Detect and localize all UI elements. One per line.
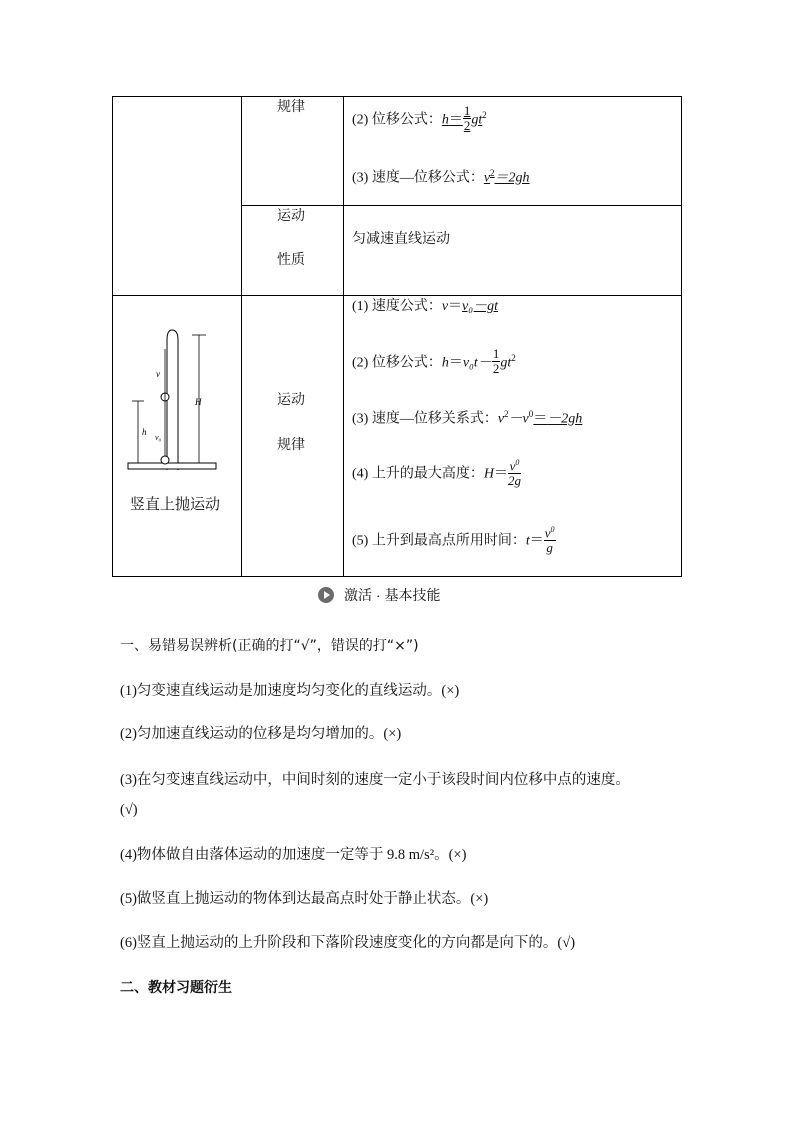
list-item-3-answer: (√) [120, 802, 138, 818]
svg-text:v₀: v₀ [155, 433, 162, 442]
row3-f4: (4) 上升的最大高度：H＝ $\frac{v^0}{2g}$ [352, 458, 521, 489]
row2-category-line1: 运动 [277, 209, 305, 224]
list-item-6: (6)竖直上抛运动的上升阶段和下落阶段速度变化的方向都是向下的。(√) [120, 935, 576, 951]
list-item-3: (3)在匀变速直线运动中，中间时刻的速度一定小于该段时间内位移中点的速度。 [120, 772, 630, 788]
skills-header [317, 585, 440, 605]
row3-f1: (1) 速度公式：v＝v₀－gt [352, 299, 499, 314]
skills-header-text: 激活 · 基本技能 [344, 587, 441, 603]
list-item-5: (5)做竖直上抛运动的物体到达最高点时处于静止状态。(×) [120, 891, 489, 907]
list-item-1: (1)匀变速直线运动是加速度均匀变化的直线运动。(×) [120, 683, 460, 699]
row3-f5: (5) 上升到最高点所用时间：t＝ $\frac{v^0}{g}$ [352, 525, 555, 556]
svg-text:H: H [195, 397, 202, 407]
row2-content: 匀减速直线运动 [352, 232, 450, 247]
diagram-caption: 竖直上抛运动 [130, 497, 221, 513]
svg-text:h: h [142, 427, 147, 437]
row3-category-line1: 运动 [277, 393, 305, 408]
row3-f2: (2) 位移公式：h＝v₀t－ $\frac{1}{2}$ $gt^2$ [352, 346, 516, 376]
svg-text:v: v [156, 369, 160, 379]
row1-formula-displacement: (2) 位移公式：h＝ $\frac{1}{2}$ $gt^2$ [352, 103, 487, 133]
list-item-4: (4)物体做自由落体运动的加速度一定等于 9.8 m/s²。(×) [120, 847, 467, 863]
vertical-throw-diagram [120, 325, 230, 475]
section2-title: 二、教材习题衍生 [120, 979, 232, 995]
row1-formula-velocity-displacement: (3) 速度—位移公式：$v^2=2gh$ [352, 168, 530, 186]
row1-category: 规律 [277, 100, 305, 115]
section1-title: 一、易错易误辨析(正确的打“√”，错误的打“×”) [120, 638, 419, 654]
ball-lower-icon [161, 456, 169, 464]
play-circle-icon [317, 586, 335, 604]
row3-f3: (3) 速度—位移关系式：$v^2-v^0=-2gh$ [352, 409, 583, 427]
list-item-2: (2)匀加速直线运动的位移是均匀增加的。(×) [120, 726, 402, 742]
row3-category-line2: 规律 [277, 438, 305, 453]
row2-category-line2: 性质 [277, 253, 305, 268]
